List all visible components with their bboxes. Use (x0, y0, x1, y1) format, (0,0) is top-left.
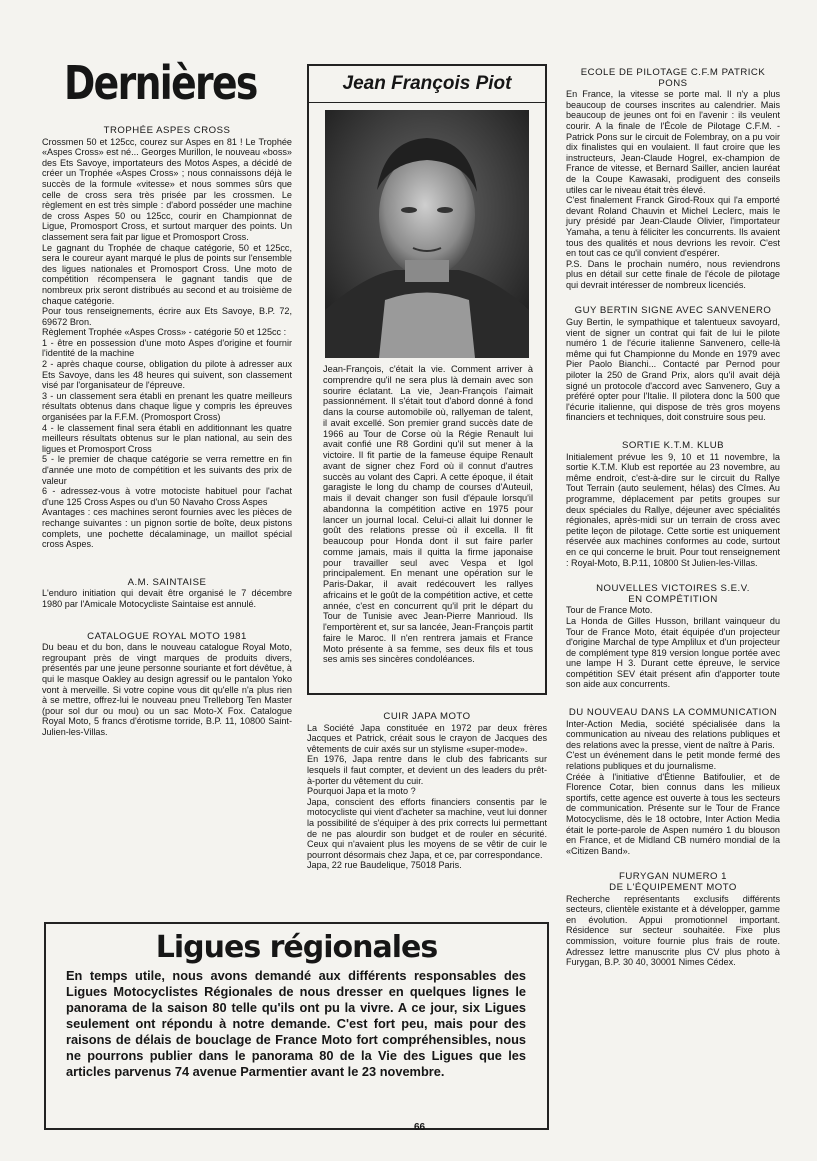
obituary-title: Jean François Piot (309, 66, 545, 103)
ligues-box (44, 922, 549, 1130)
article-body: Crossmen 50 et 125cc, courez sur Aspes en 81 ! Le Trophée «Aspes Cross» est né... Georges Murillon, le nouveau «boss» des Ets Savoye, importateurs des Motos Aspes, a décidé de créer un Trophée «Aspes Cross» ; nous connaissons déjà le succès de la formule «vitesse» et nous sommes sûrs que celle de cross sera très prisée par les crossmen. Le règlement en est très simple : d'abord posséder une machine de cross Aspes 50 ou 125cc, courir en Championnat de Ligue, Promosport Cross, et surtout marquer des points. Un classement sera fait par ligue et Promosport Cross. Le gagnant du Trophée de chaque catégorie, 50 et 125cc, sera le coureur ayant marqué le plus de points sur l'ensemble des ligues nationales et Promosport Cross. Une moto de compétition récompensera le gagnant tandis que de nombreux prix seront distribués au second et au troisième de chaque catégorie. Pour tous renseignements, écrire aux Ets Savoye, B.P. 72, 69672 Bron. Règlement Trophée «Aspes Cross» - catégorie 50 et 125cc : 1 - être en possession d'une moto Aspes d'origine et fournir l'identité de la machine 2 - après chaque course, obligation du pilote à adresser aux Ets Savoye, dans les 48 heures qui suivent, son classement visé par l'organisateur de l'épreuve. 3 - un classement sera établi en prenant les quatre meilleurs résultats obtenus dans chaque ligue y compris les épreuves organisées par la F.F.M. (Promosport Cross) 4 - le classement final sera établi en additionnant les quatre meilleurs résultats obtenus sur le plan national, au sein des ligues et Promosport Cross 5 - le premier de chaque catégorie se verra remettre en fin d'année une moto de compétition et les suivants des prix de valeur 6 - adressez-vous à votre motociste habituel pour l'achat d'une 125 Cross Aspes ou d'un 50 Navaho Cross Aspes Avantages : ces machines seront fournies avec les pièces de rechange suivantes : un pignon sortie de boîte, deux pistons complets, une pochette décalaminage, un maillot spécial cross Aspes. (42, 136, 292, 550)
article-heading: CUIR JAPA MOTO (383, 711, 471, 722)
ligues-body: En temps utile, nous avons demandé aux différents responsables des Ligues Motocyclistes Régionales de nous dresser en quelques lignes le panorama de la saison 80 telle qu'ils ont pu la vivre. A ce jour, six Ligues seulement ont répondu à notre demande. C'est fort peu, mais pour des raisons de délais de bouclage de France Moto fort compréhensibles, nous ne pourrons publier dans le panorama 80 de la Vie des Ligues que les articles parvenus 74 avenue Parmentier avant le 23 novembre. (66, 968, 526, 1079)
portrait-photo (325, 110, 529, 358)
portrait-image (325, 110, 529, 358)
article-body: Recherche représentants exclusifs différents secteurs, clientèle existante et à développer, gamme en évolution. Appui promotionnel important. Résidence sur secteur souhaitée. Fixe plus commission, voiture fournie plus frais de route. Adressez lettre manuscrite plus CV plus photo à Furygan, B.P. 30 40, 30001 Nimes Cédex. (566, 893, 780, 968)
page-title: Dernières (64, 56, 257, 110)
article-heading: GUY BERTIN SIGNE AVEC SANVENERO (574, 305, 772, 317)
article-body: Tour de France Moto. La Honda de Gilles Husson, brillant vainqueur du Tour de France Moto, était équipée d'un projecteur d'origine Marchal de type Amplilux et d'un projecteur de complément type 819 version longue portée avec une lampe H 3. Durant cette épreuve, le service compétition SEV était présent afin d'apporter toute son aide aux concurrents. (566, 605, 780, 690)
article-heading: FURYGAN NUMERO 1 DE L'ÉQUIPEMENT MOTO (609, 871, 737, 893)
obituary-body: Jean-François, c'était la vie. Comment arriver à comprendre qu'il ne sera plus là demain avec son sourire éclatant. La vie, Jean-François l'aimait passionnément. Il s'était tout d'abord donné à fond dans la course automobile où, rallyeman de talent, il avait excellé. Son premier grand succès date de 1966 au Tour de Corse où la Régie Renault lui avait confié une R8 Gordini qu'il sut mener à la victoire. Il fit partie de la fameuse équipe Renault avant de signer chez Ford où il connut d'autres succès au volant des Capri. A cette époque, il était garagiste le long du champ de courses d'Auteuil, mais il devait changer son fusil d'épaule lorsqu'il abandonna la compétition active en 1975 pour lancer un journal local. Celui-ci allait lui donner le goût des relations presse où il excella. Il fit beaucoup pour Honda dont il sut faire parler comme jamais, mais il quitta la firme japonaise pour travailler seul avec Vespa et Igol principalement. En menant une opération sur le Paris-Dakar, il avait redécouvert les rallyes africains et le goût de la compétition active, et cette année, c'est en concurrent qu'il prit le départ du Tour de Tunisie avec Jean-Pierre Manrioud. Ils l'emportèrent et, sur sa lancée, Jean-François partit faire le Maroc. Il n'en rentrera jamais et France Moto présente à sa femme, ses deux fils et tous ses amis ses sincères condoléances. (323, 364, 533, 665)
article-heading: DU NOUVEAU DANS LA COMMUNICATION (568, 707, 778, 719)
article-body: Initialement prévue les 9, 10 et 11 novembre, la sortie K.T.M. Klub est reportée au 23 novembre, au même endroit, c'est-à-dire sur le circuit du Rallye Tout Terrain (auto seulement, hélas) des Cîmes. Au programme, déplacement par petits groupes sur deux spéciales du Rallye, déjeuner avec spécialités régionales, après-midi sur un terrain de cross avec petite leçon de pilotage. Cette sortie est uniquement réservée aux machines conformes au code, surtout en ce qui concerne le bruit. Pour tout renseignement : Royal-Moto, B.P.11, 10800 St Julien-les-Villas. (566, 451, 780, 568)
center-column (307, 712, 547, 877)
article-body: Inter-Action Media, société spécialisée dans la communication au niveau des relations publiques et des relations avec la presse, vient de naître à Paris. C'est un événement dans le petit monde fermé des relations publiques et du journalisme. Créée à l'initiative d'Étienne Batifoulier, et de Florence Cotar, bien connus dans les milieux sportifs, cette agence est ouverte à tous les secteurs de communication. Présente sur le Tour de France Motocyclisme, dès le 18 octobre, Inter Action Media était le porte-parole de Aspen numéro 1 du blouson en France, et de Midland CB numéro mondial de la «Citizen Band». (566, 718, 780, 856)
article-heading: TROPHÉE ASPES CROSS (103, 125, 231, 136)
article-body: Guy Bertin, le sympathique et talentueux savoyard, vient de signer un contrat qui fait de lui le pilote numéro 1 de l'écurie italienne Sanvenero, celle-là même qui fut Championne du Monde en 1979 avec Pier Paolo Bianchi... Contacté par Pernod pour piloter la 250 de Grand Prix, alors qu'il avait déjà signé un protocole d'accord avec Sanvenero, Guy a préféré opter pour l'Italie. Il pilotera donc la 500 que l'écurie italienne, qui dispose de très gros moyens financiers et techniques, doit construire sous peu. (566, 317, 780, 423)
article-body: La Société Japa constituée en 1972 par deux frères Jacques et Patrick, créait sous le crayon de Jacques des vêtements de cuir axés sur un stylisme «super-mode». En 1976, Japa rentre dans le club des fabricants sur lesquels il faut compter, et devient un des leaders du prêt-à-porter du vêtement du cuir. Pourquoi Japa et la moto ? Japa, conscient des efforts financiers consentis par le motocycliste qui vient d'acheter sa machine, veut lui donner la possibilité de s'équiper à des prix corrects lui permettant de ne pas alourdir son budget et de rouler en sécurité. Ceux qui n'avaient plus les moyens de se vêtir de cuir le pourront désormais chez Japa, et ce, par correspondance. Japa, 22 rue Baudelique, 75018 Paris. (307, 722, 547, 871)
article-body: En France, la vitesse se porte mal. Il n'y a plus beaucoup de courses inscrites au calendrier. Mais beaucoup de jeunes ont foi en l'avenir : ils veulent courir. A la finale de l'École de Pilotage C.F.M. - Patrick Pons sur le circuit de Folembray, on a pu voir dix finalistes qui en voulaient. Il faut croire que les instructeurs, Jean-Claude Hogrel, ex-champion de France de vitesse, et Bernard Sailler, ancien lauréat de la Coupe Kawasaki, prodiguent des conseils utiles car le niveau était très élevé. C'est finalement Franck Girod-Roux qui l'a emporté devant Roland Chauvin et Michel Leclerc, mais le jury présidé par Jean-Claude Olivier, l'importateur Yamaha, a tenu à féliciter les concurrents. Ils avaient tous des qualités et nous devrions les revoir. C'est en tout cas ce qu'il convient d'espérer. P.S. Dans le prochain numéro, nous reviendrons plus en détail sur cette finale de l'école de pilotage qui devrait intéresser de nombreux licenciés. (566, 89, 780, 290)
page-number: 66 (414, 1122, 426, 1133)
obituary-text (323, 364, 533, 671)
article-heading: ECOLE DE PILOTAGE C.F.M PATRICK PONS (580, 67, 766, 89)
article-heading: SORTIE K.T.M. KLUB (621, 440, 725, 451)
obituary-box (307, 64, 547, 695)
article-heading: A.M. SAINTAISE (127, 576, 207, 588)
article-body: L'enduro initiation qui devait être organisé le 7 décembre 1980 par l'Amicale Motocycliste Saintaise est annulé. (42, 588, 292, 609)
article-heading: NOUVELLES VICTOIRES S.E.V. EN COMPÉTITION (596, 583, 750, 605)
left-column (42, 126, 292, 743)
article-body: Du beau et du bon, dans le nouveau catalogue Royal Moto, regroupant près de vingt marques de produits divers, présentés par une jeune personne souriante et fort dévêtue, à qui le masque Oakley au design agressif ou le pantalon Yoko vont à merveille. Si votre copine vous dit qu'elle n'a plus rien à se mettre, offrez-lui le nouveau pneu Trelleborg Ten Master (pour sol dur ou mou) ou un sac Moto-X Fox. Catalogue Royal Moto, 5 francs d'érotisme torride, B.P. 11, 10800 Saint-Julien-les-Villas. (42, 642, 292, 737)
right-column (566, 68, 780, 974)
article-heading: CATALOGUE ROYAL MOTO 1981 (87, 630, 247, 642)
ligues-title: Ligues régionales (155, 930, 438, 965)
